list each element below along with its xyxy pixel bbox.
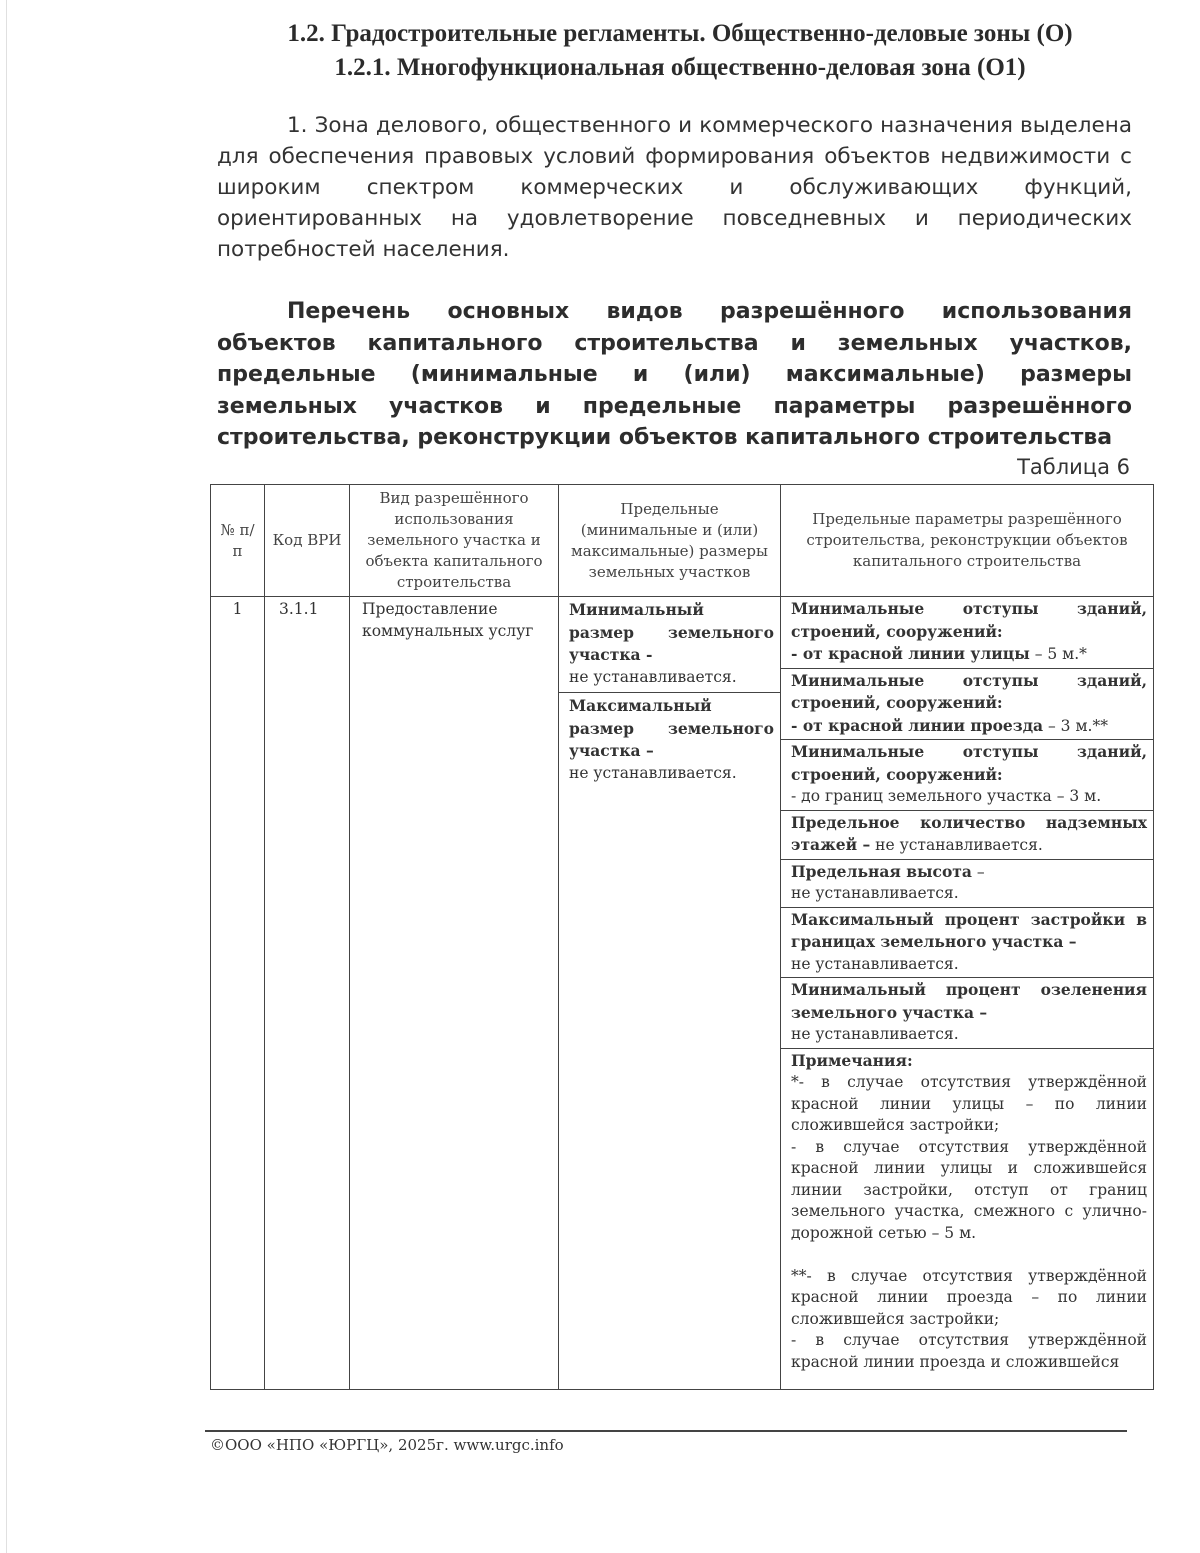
param-value: – 5 м.* bbox=[1029, 645, 1087, 663]
section-title: 1.2. Градостроительные регламенты. Общественно-деловые зоны (О) bbox=[287, 20, 1073, 47]
param-label: Минимальные отступы зданий, строений, сооружений: bbox=[791, 742, 1147, 784]
max-size-value: не устанавливается. bbox=[569, 763, 737, 782]
param-label: Минимальные отступы зданий, строений, сооружений: bbox=[791, 599, 1147, 641]
min-size-block bbox=[559, 597, 780, 693]
cell-kind: Предоставление коммунальных услуг bbox=[350, 597, 559, 1390]
intro-text: 1. Зона делового, общественного и коммерческого назначения выделена для обеспечения правовых условий формирования объектов недвижимости с широким спектром коммерческих и обслуживающих функций, ориентированных на удовлетворение повседневных и периодических потребностей населения. bbox=[217, 113, 1132, 262]
param-building-coverage bbox=[781, 908, 1153, 979]
note-2: - в случае отсутствия утверждённой красной линии улицы и сложившейся линии застройки, отступ от границ земельного участка, смежного с улично-дорожной сетью – 5 м. bbox=[791, 1137, 1147, 1242]
notes-title: Примечания: bbox=[791, 1050, 913, 1070]
param-dash: – bbox=[971, 862, 985, 881]
param-value: не устанавливается. bbox=[791, 954, 959, 973]
footer-copyright: ©ООО «НПО «ЮРГЦ», 2025г. www.urgc.info bbox=[210, 1436, 564, 1454]
list-title: Перечень основных видов разрешённого использования объектов капитального строительства и земельных участков, предельные (минимальные и (или) максимальные) размеры земельных участков и предельные параметры разрешённого строительства, реконструкции объектов капитального строительства bbox=[217, 299, 1132, 450]
param-floors bbox=[781, 811, 1153, 860]
param-value: не устанавливается. bbox=[791, 884, 959, 902]
cell-sizes bbox=[559, 597, 781, 1390]
min-size-label: Минимальный размер земельного участка - bbox=[569, 600, 774, 664]
max-size-block bbox=[559, 693, 780, 788]
param-street-setback bbox=[781, 597, 1153, 669]
min-size-value: не устанавливается. bbox=[569, 667, 737, 686]
table-row bbox=[211, 597, 1154, 1390]
param-label: Минимальный процент озеленения земельного участка – bbox=[791, 980, 1147, 1022]
cell-params bbox=[781, 597, 1154, 1390]
param-greening bbox=[781, 978, 1153, 1049]
header-sizes: Предельные (минимальные и (или) максимальные) размеры земельных участков bbox=[559, 485, 781, 597]
param-value: – 3 м.** bbox=[1043, 716, 1108, 735]
header-code: Код ВРИ bbox=[265, 485, 350, 597]
param-boundary-setback bbox=[781, 740, 1153, 811]
param-notes bbox=[781, 1049, 1153, 1376]
cell-code: 3.1.1 bbox=[265, 597, 350, 1390]
header-params: Предельные параметры разрешённого строительства, реконструкции объектов капитального строительства bbox=[781, 485, 1154, 597]
header-kind: Вид разрешённого использования земельного участка и объекта капитального строительства bbox=[350, 485, 559, 597]
footer-divider bbox=[205, 1430, 1127, 1432]
regulations-table bbox=[210, 484, 1154, 1390]
header-num: № п/п bbox=[211, 485, 265, 597]
param-value: не устанавливается. bbox=[870, 836, 1043, 854]
param-height bbox=[781, 860, 1153, 908]
param-label: Предельное количество надземных этажей – bbox=[791, 812, 1147, 854]
param-line-label: - от красной линии проезда bbox=[791, 715, 1044, 735]
param-label: Предельная высота bbox=[791, 861, 972, 881]
intro-paragraph bbox=[217, 110, 1132, 265]
param-label: Максимальный процент застройки в границах земельного участка – bbox=[791, 909, 1147, 951]
param-value: - до границ земельного участка – 3 м. bbox=[791, 787, 1102, 805]
table-header-row bbox=[211, 485, 1154, 597]
param-label: Минимальные отступы зданий, строений, сооружений: bbox=[791, 670, 1147, 712]
param-line-label: - от красной линии улицы bbox=[791, 644, 1030, 663]
param-driveway-setback bbox=[781, 669, 1153, 741]
param-value: не устанавливается. bbox=[791, 1025, 959, 1043]
scan-edge bbox=[6, 0, 7, 1553]
note-3: **- в случае отсутствия утверждённой красной линии проезда – по линии сложившейся застройки; bbox=[791, 1266, 1147, 1328]
subsection-title: 1.2.1. Многофункциональная общественно-деловая зона (О1) bbox=[334, 54, 1026, 81]
cell-num: 1 bbox=[211, 597, 265, 1390]
max-size-label: Максимальный размер земельного участка – bbox=[569, 696, 774, 760]
table-caption: Таблица 6 bbox=[1017, 455, 1130, 479]
note-4: - в случае отсутствия утверждённой красной линии проезда и сложившейся bbox=[791, 1331, 1147, 1371]
note-1: *- в случае отсутствия утверждённой красной линии улицы – по линии сложившейся застройки; bbox=[791, 1073, 1147, 1134]
